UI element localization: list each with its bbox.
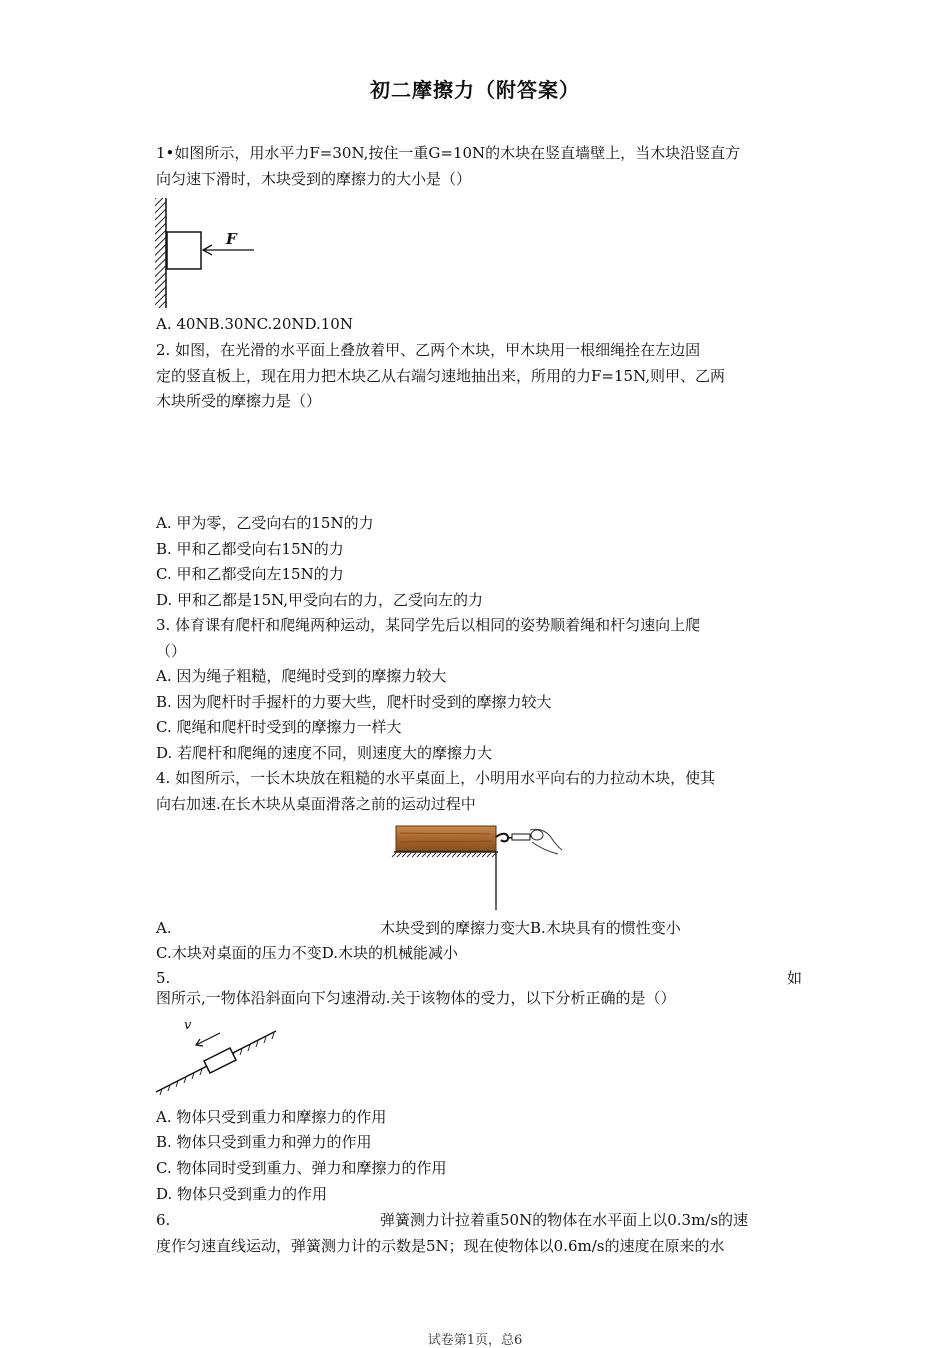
q2-option-c: C. 甲和乙都受向左15N的力 [156,565,344,583]
q3-option-a: A. 因为绳子粗糙，爬绳时受到的摩擦力较大 [156,667,447,685]
q4-option-cd: C.木块对桌面的压力不变D.木块的机械能减小 [156,944,458,962]
q2-option-d: D. 甲和乙都是15N,甲受向右的力，乙受向左的力 [156,591,484,609]
q1-wall-block-figure [150,196,260,311]
q2-stem-line-2: 定的竖直板上，现在用力把木块乙从右端匀速地抽出来，所用的力F=15N,则甲、乙两 [156,367,726,385]
q6-stem-line-2: 度作匀速直线运动，弹簧测力计的示数是5N；现在使物体以0.6m/s的速度在原来的水 [156,1237,725,1255]
q1-stem-line-2: 向匀速下滑时，木块受到的摩擦力的大小是（） [156,170,472,188]
q1-options: A. 40NB.30NC.20ND.10N [156,315,353,333]
q5-stem-line-2: 图所示,一物体沿斜面向下匀速滑动.关于该物体的受力，以下分析正确的是（） [156,989,676,1007]
q3-stem-line-1: 3. 体育课有爬杆和爬绳两种运动，某同学先后以相同的姿势顺着绳和杆匀速向上爬 [156,616,701,634]
q4-stem-line-1: 4. 如图所示，一长木块放在粗糙的水平桌面上，小明用水平向右的力拉动木块，使其 [156,769,716,787]
q5-incline-figure [150,1015,282,1097]
page-title: 初二摩擦力（附答案） [370,78,580,102]
q5-option-c: C. 物体同时受到重力、弹力和摩擦力的作用 [156,1159,447,1177]
q3-option-b: B. 因为爬杆时手握杆的力要大些，爬杆时受到的摩擦力较大 [156,693,552,711]
q5-option-a: A. 物体只受到重力和摩擦力的作用 [156,1108,387,1126]
q4-option-a-label: A. [156,919,172,937]
q5-option-b: B. 物体只受到重力和弹力的作用 [156,1133,372,1151]
q5-velocity-label: v [184,1018,192,1033]
q2-stem-line-3: 木块所受的摩擦力是（） [156,392,322,410]
q5-number: 5. [156,969,171,987]
q4-option-ab: 木块受到的摩擦力变大B.木块具有的惯性变小 [380,919,681,937]
q2-option-b: B. 甲和乙都受向右15N的力 [156,540,344,558]
q5-stem-line-1 [156,968,802,988]
q6-number: 6. [156,1211,171,1229]
q3-option-c: C. 爬绳和爬杆时受到的摩擦力一样大 [156,718,402,736]
q3-option-d: D. 若爬杆和爬绳的速度不同，则速度大的摩擦力大 [156,744,493,762]
q2-option-a: A. 甲为零，乙受向右的15N的力 [156,514,374,532]
q4-stem-line-2: 向右加速.在长木块从桌面滑落之前的运动过程中 [156,795,476,813]
q2-stem-line-1: 2. 如图，在光滑的水平面上叠放着甲、乙两个木块，甲木块用一根细绳拴在左边固 [156,341,701,359]
q5-option-d: D. 物体只受到重力的作用 [156,1185,328,1203]
q1-force-label: F [226,230,237,248]
q5-first-char: 如 [786,969,802,987]
q3-stem-line-2: （） [156,642,187,660]
page-footer: 试卷第1页，总6 [427,1333,523,1348]
q6-stem-line-1: 弹簧测力计拉着重50N的物体在水平面上以0.3m/s的速 [380,1211,749,1229]
q1-stem-line-1: 1•如图所示，用水平力F=30N,按住一重G=10N的木块在竖直墙壁上，当木块沿竖直方 [156,144,741,162]
q4-table-block-figure [390,820,565,912]
